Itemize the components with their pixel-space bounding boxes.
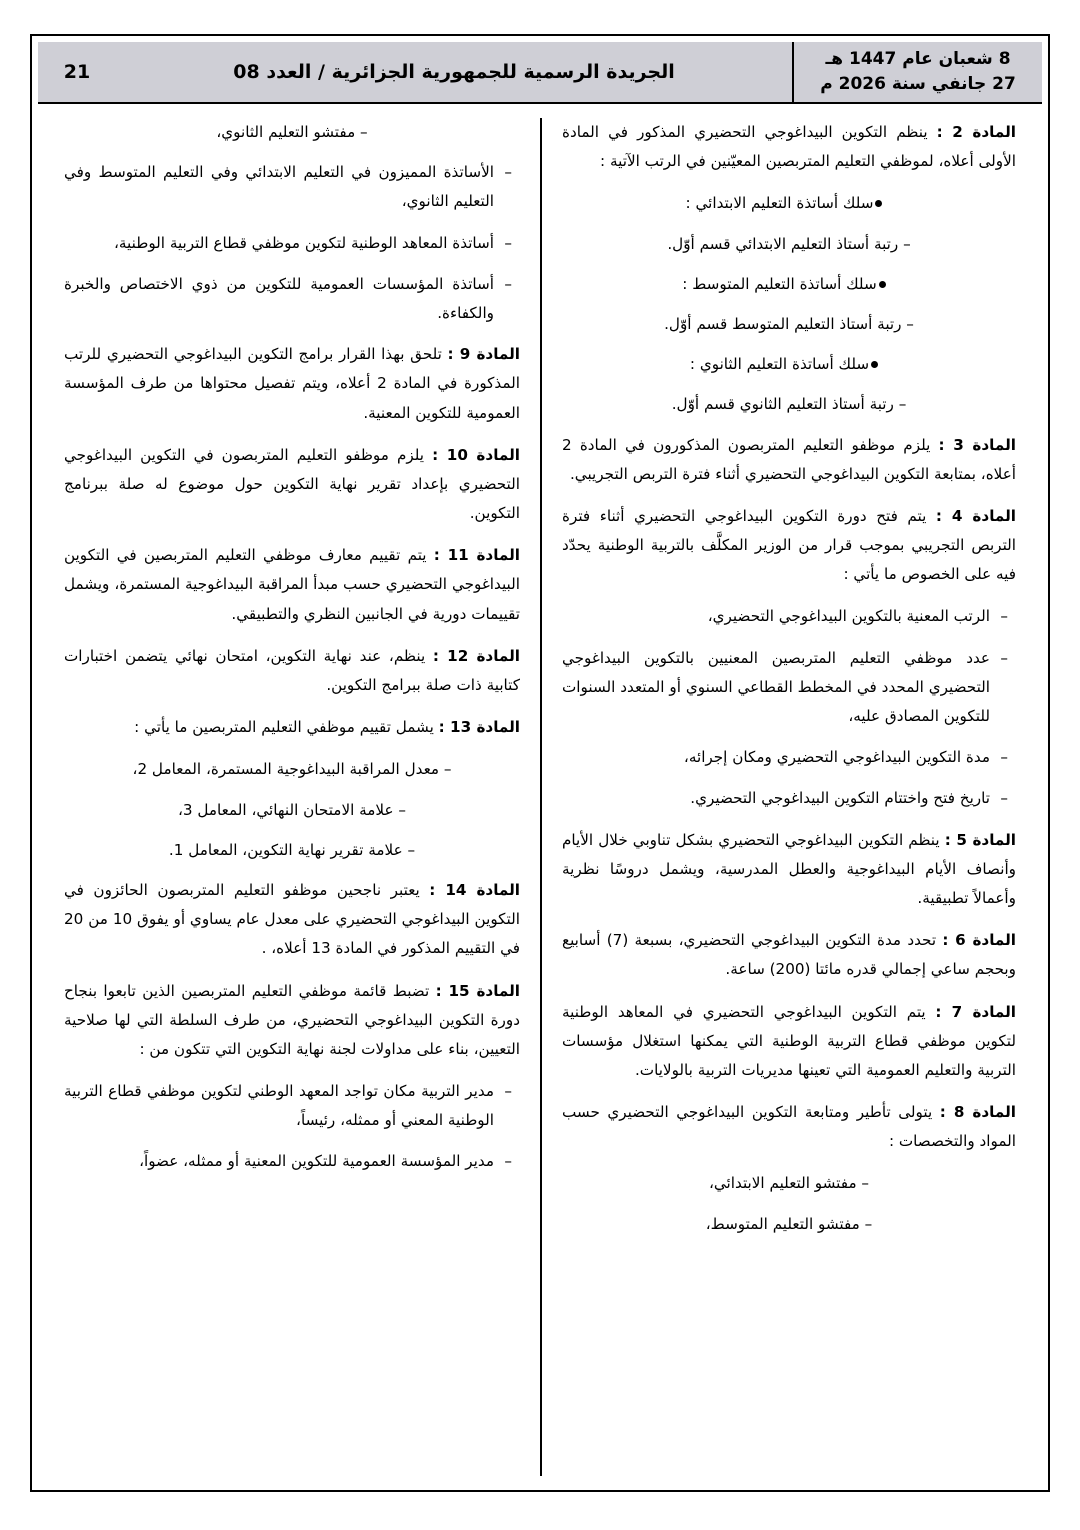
list-item-label: مفتشو التعليم الابتدائي، — [708, 1174, 857, 1193]
list-item — [562, 350, 1016, 379]
article-6-text: تحدد مدة التكوين البيداغوجي التحضيري، بسبعة (7) أسابيع وبحجم ساعي إجمالي قدره مائتا (200) ساعة. — [562, 931, 1016, 979]
list-item-label: سلك أساتذة التعليم المتوسط : — [682, 274, 877, 293]
list-item: – الأساتذة المميزون في التعليم الابتدائي وفي التعليم المتوسط وفي التعليم الثانوي، — [64, 158, 520, 216]
article-10-text: يلزم موظفو التعليم المتربصون في التكوين البيداغوجي التحضيري بإعداد تقرير نهاية التكوين حول موضوع له صلة ببرنامج التكوين. — [64, 445, 520, 523]
list-item: – مدير المؤسسة العمومية للتكوين المعنية أو ممثله، عضواً، — [64, 1147, 520, 1176]
article-9-text: تلحق بهذا القرار برامج التكوين البيداغوجي التحضيري للرتب المذكورة في المادة 2 أعلاه، ويتم تفصيل محتواها من طرف المؤسسة العمومية للتكوين المعنية. — [64, 345, 521, 422]
article-5-label: المادة 5 : — [944, 830, 1016, 849]
list-item-label: رتبة أستاذ التعليم الابتدائي قسم أوّل. — [667, 234, 899, 253]
article-4 — [562, 502, 1016, 590]
bullet-dot-icon — [875, 200, 882, 207]
header-date-gregorian: 27 جانفي سنة 2026 م — [820, 74, 1016, 94]
journal-title: الجريدة الرسمية للجمهورية الجزائرية / العدد 08 — [233, 61, 675, 83]
list-item: – علامة تقرير نهاية التكوين، المعامل 1. — [168, 840, 416, 859]
article-11-label: المادة 11 : — [433, 546, 520, 565]
article-7-text: يتم التكوين البيداغوجي التحضيري في المعاهد الوطنية لتكوين موظفي قطاع التربية الوطنية التي يمكنها استغلال مؤسسات التربية والتعليم العمومية التي تعينها مديريات التربية بالولايات. — [562, 1002, 1016, 1079]
article-11-text: يتم تقييم معارف موظفي التعليم المتربصين في التكوين البيداغوجي التحضيري حسب مبدأ المراقبة البيداغوجية المستمرة، ويشمل تقييمات دورية في الجانبين النظري والتطبيقي. — [64, 546, 520, 623]
article-8-text: يتولى تأطير ومتابعة التكوين البيداغوجي التحضيري حسب المواد والتخصصات : — [562, 1103, 1016, 1151]
article-9-label: المادة 9 : — [447, 345, 520, 364]
page-border — [30, 34, 1050, 1492]
list-item-label: سلك أساتذة التعليم الثانوي : — [689, 355, 870, 374]
article-10 — [64, 441, 520, 529]
list-item: – مدير التربية مكان تواجد المعهد الوطني لتكوين موظفي قطاع التربية الوطنية المعني أو ممثله، رئيساً، — [64, 1077, 520, 1135]
article-3 — [562, 431, 1016, 489]
column-right — [540, 118, 1030, 1476]
bullet-dot-icon — [871, 361, 878, 368]
list-item: – معدل المراقبة البيداغوجية المستمرة، المعامل 2، — [132, 760, 452, 779]
continued-list — [64, 118, 520, 328]
list-item — [562, 189, 1016, 218]
list-item: – أساتذة المعاهد الوطنية لتكوين موظفي قطاع التربية الوطنية، — [64, 229, 520, 258]
list-item: – رتبة أستاذ التعليم الابتدائي قسم أوّل. — [667, 234, 911, 253]
bullet-dot-icon — [879, 281, 886, 288]
article-15-text: تضبط قائمة موظفي التعليم المتربصين الذين تابعوا بنجاح دورة التكوين البيداغوجي التحضيري، من طرف السلطة التي لها صلاحية التعيين، بناء على مداولات لجنة نهاية التكوين التي تتكون من : — [64, 981, 520, 1058]
article-5 — [562, 826, 1016, 914]
list-item-label: سلك أساتذة التعليم الابتدائي : — [685, 194, 874, 213]
article-4-text: يتم فتح دورة التكوين البيداغوجي التحضيري أثناء فترة التربص التجريبي بموجب قرار من الوزير المكلَّف بالتربية الوطنية يحدّد فيه على الخصوص ما يأتي : — [562, 506, 1016, 584]
list-item-label: مفتشو التعليم الثانوي، — [216, 123, 356, 141]
article-14 — [64, 876, 520, 964]
article-5-text: ينظم التكوين البيداغوجي التحضيري بشكل تناوبي خلال الأيام وأنصاف الأيام البيداغوجية والعطل المدرسية، ويشمل دروسًا نظرية وأعمالاً تطبيقية. — [562, 830, 1016, 907]
article-2 — [562, 118, 1016, 176]
article-15-label: المادة 15 : — [435, 981, 520, 1000]
article-6 — [562, 926, 1016, 984]
article-10-label: المادة 10 : — [432, 445, 520, 464]
article-8-list — [562, 1169, 1016, 1238]
list-item-label: مفتشو التعليم المتوسط، — [705, 1214, 860, 1233]
header-date-block — [792, 42, 1042, 102]
article-7 — [562, 998, 1016, 1086]
article-13-text: يشمل تقييم موظفي التعليم المتربصين ما يأتي : — [134, 718, 439, 737]
list-item: – تاريخ فتح واختتام التكوين البيداغوجي التحضيري. — [562, 784, 1016, 813]
article-15 — [64, 977, 520, 1065]
page-inner — [38, 42, 1042, 1484]
article-15-list — [64, 1077, 520, 1177]
header-date-hijri: 8 شعبان عام 1447 هـ — [825, 49, 1011, 70]
list-item: – مدة التكوين البيداغوجي التحضيري ومكان إجرائه، — [562, 743, 1016, 772]
list-item: – عدد موظفي التعليم المتربصين المعنيين بالتكوين البيداغوجي التحضيري المحدد في المخطط القطاعي السنوي أو المتعدد السنوات للتكوين المصادق عليه، — [562, 644, 1016, 732]
article-8 — [562, 1098, 1016, 1156]
header-title-block — [116, 42, 792, 102]
article-12 — [64, 642, 520, 700]
list-item: – رتبة أستاذ التعليم الثانوي قسم أوّل. — [671, 395, 907, 414]
list-item: – مفتشو التعليم الابتدائي، — [708, 1174, 870, 1193]
list-item — [562, 270, 1016, 299]
article-2-text: ينظم التكوين البيداغوجي التحضيري المذكور في المادة الأولى أعلاه، لموظفي التعليم المتربصين المعيّنين في الرتب الآتية : — [562, 123, 1016, 171]
article-14-label: المادة 14 : — [429, 880, 520, 899]
article-2-label: المادة 2 : — [936, 123, 1016, 141]
list-item: – مفتشو التعليم المتوسط، — [705, 1214, 873, 1233]
list-item-label: علامة تقرير نهاية التكوين، المعامل 1. — [168, 840, 403, 859]
list-item-label: رتبة أستاذ التعليم المتوسط قسم أوّل. — [664, 314, 902, 333]
article-12-label: المادة 12 : — [432, 646, 520, 665]
list-item: – الرتب المعنية بالتكوين البيداغوجي التحضيري، — [562, 602, 1016, 631]
list-item-label: رتبة أستاذ التعليم الثانوي قسم أوّل. — [671, 395, 894, 414]
article-11 — [64, 541, 520, 629]
article-3-label: المادة 3 : — [938, 435, 1016, 454]
ranks-list — [562, 189, 1016, 419]
article-12-text: ينظم، عند نهاية التكوين، امتحان نهائي يتضمن اختبارات كتابية ذات صلة ببرامج التكوين. — [64, 646, 520, 694]
article-13-label: المادة 13 : — [438, 718, 520, 737]
article-13-list — [64, 755, 520, 865]
article-13 — [64, 713, 520, 742]
column-left — [50, 118, 540, 1476]
article-7-label: المادة 7 : — [935, 1002, 1016, 1021]
article-9 — [64, 340, 520, 428]
list-item: – مفتشو التعليم الثانوي، — [216, 123, 368, 141]
list-item-label: معدل المراقبة البيداغوجية المستمرة، المعامل 2، — [132, 760, 440, 779]
article-4-list — [562, 602, 1016, 813]
page-body — [38, 104, 1042, 1484]
list-item: – أساتذة المؤسسات العمومية للتكوين من ذوي الاختصاص والخبرة والكفاءة. — [64, 270, 520, 328]
article-6-label: المادة 6 : — [942, 931, 1017, 950]
page-number: 21 — [38, 42, 116, 102]
article-14-text: يعتبر ناجحين موظفو التعليم المتربصون الحائزون في التكوين البيداغوجي التحضيري على معدل عام يساوي أو يفوق 10 من 20 في التقييم المذكور في المادة 13 أعلاه، . — [64, 880, 520, 958]
list-item: – علامة الامتحان النهائي، المعامل 3، — [178, 800, 406, 819]
article-3-text: يلزم موظفو التعليم المتربصون المذكورون في المادة 2 أعلاه، بمتابعة التكوين البيداغوجي التحضيري أثناء فترة التربص التجريبي. — [562, 435, 1016, 483]
list-item-label: علامة الامتحان النهائي، المعامل 3، — [178, 800, 394, 819]
list-item: – رتبة أستاذ التعليم المتوسط قسم أوّل. — [664, 314, 914, 333]
article-8-label: المادة 8 : — [939, 1103, 1016, 1122]
article-4-label: المادة 4 : — [935, 506, 1016, 525]
page-header — [38, 42, 1042, 104]
